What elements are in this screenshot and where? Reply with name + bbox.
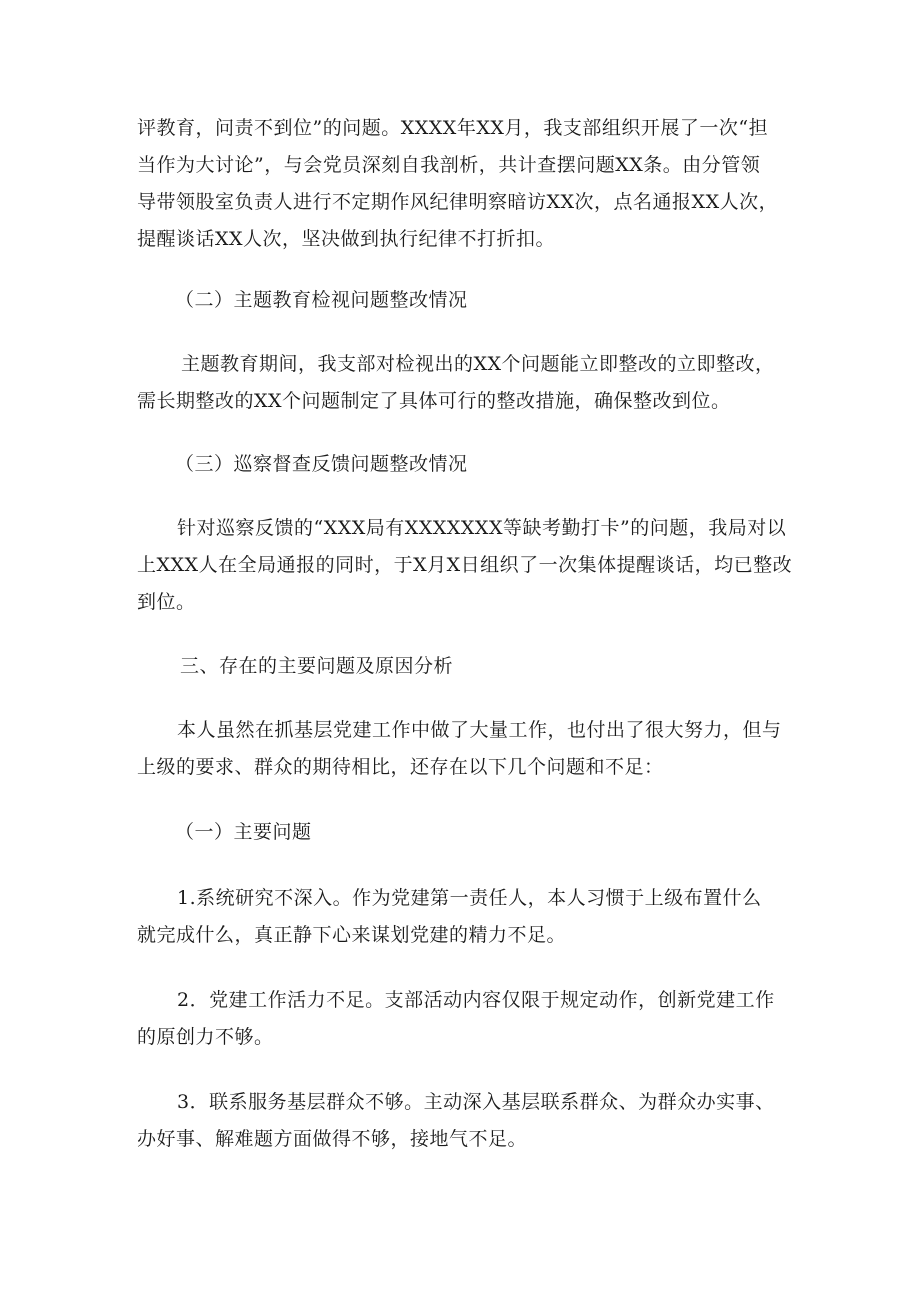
text-line: 的原创力不够。 <box>137 1026 274 1048</box>
heading-text: 三、存在的主要问题及原因分析 <box>180 655 454 677</box>
list-item-3 <box>137 1084 792 1158</box>
section-heading-main-problems-analysis <box>180 648 835 685</box>
heading-text: （二）主题教育检视问题整改情况 <box>175 289 468 311</box>
paragraph-party-discipline <box>137 110 792 258</box>
text-line: 提醒谈话XX人次，坚决做到执行纪律不打折扣。 <box>137 228 556 250</box>
text-line: 导带领股室负责人进行不定期作风纪律明察暗访XX次，点名通报XX人次， <box>137 191 779 213</box>
text-line: 1.系统研究不深入。作为党建第一责任人，本人习惯于上级布置什么 <box>177 887 762 909</box>
list-item-2 <box>137 982 792 1056</box>
text-line: 针对巡察反馈的“XXX局有XXXXXXX等缺考勤打卡”的问题，我局对以 <box>177 517 787 539</box>
text-line: 3．联系服务基层群众不够。主动深入基层联系群众、为群众办实事、 <box>177 1091 775 1113</box>
text-line: 2．党建工作活力不足。支部活动内容仅限于规定动作，创新党建工作 <box>177 989 775 1011</box>
section-heading-theme-education <box>175 282 830 319</box>
heading-text: （一）主要问题 <box>175 821 312 843</box>
section-heading-main-issues <box>175 814 830 851</box>
text-line: 评教育，问责不到位”的问题。XXXX年XX月，我支部组织开展了一次“担 <box>137 117 769 139</box>
text-line: 需长期整改的XX个问题制定了具体可行的整改措施，确保整改到位。 <box>137 390 731 412</box>
heading-text: （三）巡察督查反馈问题整改情况 <box>175 453 468 475</box>
list-item-1 <box>137 880 792 954</box>
text-line: 本人虽然在抓基层党建工作中做了大量工作，也付出了很大努力，但与 <box>177 719 782 741</box>
text-line: 主题教育期间，我支部对检视出的XX个问题能立即整改的立即整改， <box>181 353 775 375</box>
paragraph-theme-education <box>137 346 792 420</box>
text-line: 办好事、解难题方面做得不够，接地气不足。 <box>137 1128 528 1150</box>
paragraph-self-assessment <box>137 712 792 786</box>
section-heading-inspection <box>175 446 830 483</box>
text-line: 当作为大讨论”，与会党员深刻自我剖析，共计查摆问题XX条。由分管领 <box>137 154 761 176</box>
text-line: 上级的要求、群众的期待相比，还存在以下几个问题和不足： <box>137 756 664 778</box>
text-line: 就完成什么，真正静下心来谋划党建的精力不足。 <box>137 924 567 946</box>
text-line: 上XXX人在全局通报的同时，于X月X日组织了一次集体提醒谈话，均已整改 <box>137 554 793 576</box>
text-line: 到位。 <box>137 591 196 613</box>
paragraph-inspection <box>137 510 792 621</box>
